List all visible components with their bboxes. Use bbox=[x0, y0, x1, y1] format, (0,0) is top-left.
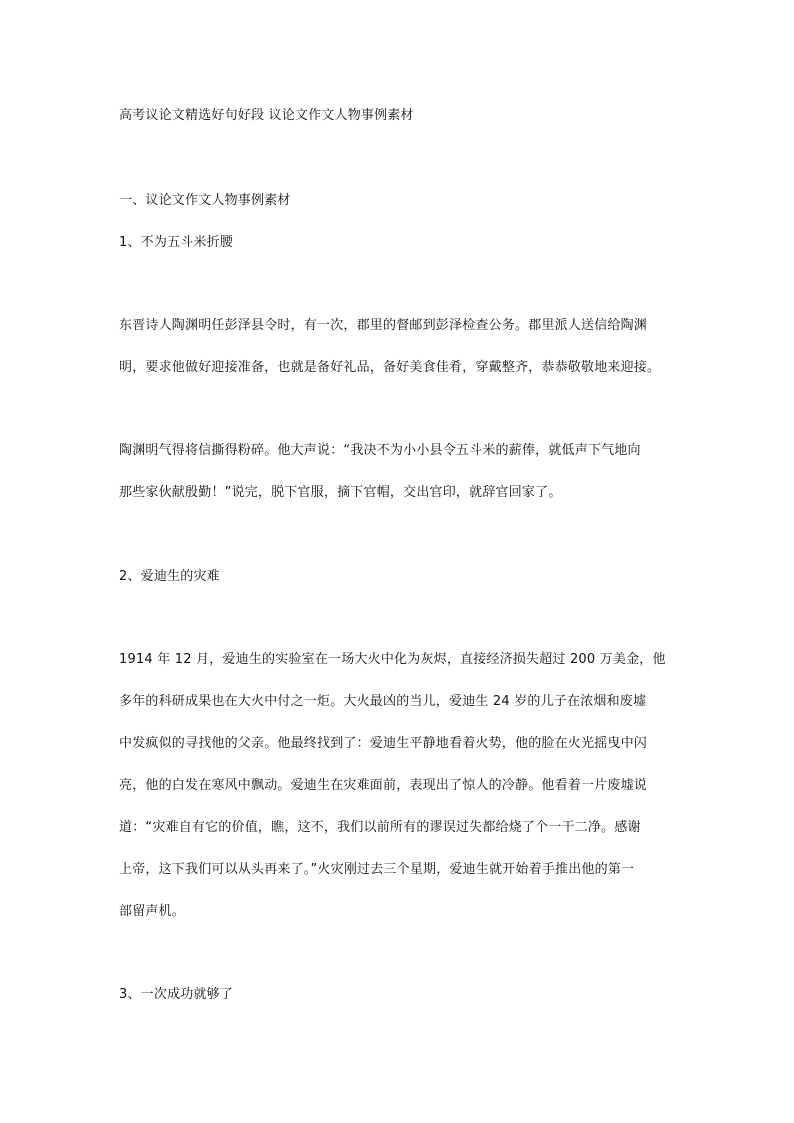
paragraph-line: 多年的科研成果也在大火中付之一炬。大火最凶的当儿，爱迪生 24 岁的儿子在浓烟和废墟 bbox=[119, 694, 647, 709]
paragraph-line: 道：“灾难自有它的价值，瞧，这不，我们以前所有的谬误过失都给烧了个一干二净。感谢 bbox=[119, 820, 641, 835]
paragraph-line: 部留声机。 bbox=[119, 904, 186, 919]
paragraph-line: 明，要求他做好迎接准备，也就是备好礼品，备好美食佳肴，穿戴整齐，恭恭敬敬地来迎接。 bbox=[119, 360, 661, 375]
item-heading-2: 2、爱迪生的灾难 bbox=[119, 569, 220, 584]
paragraph-line: 那些家伙献殷勤！”说完，脱下官服，摘下官帽，交出官印，就辞官回家了。 bbox=[119, 485, 562, 500]
item-heading-3: 3、一次成功就够了 bbox=[119, 987, 234, 1002]
paragraph-line: 中发疯似的寻找他的父亲。他最终找到了：爱迪生平静地看着火势，他的脸在火光摇曳中闪 bbox=[119, 736, 648, 751]
paragraph-line: 东晋诗人陶渊明任彭泽县令时，有一次，郡里的督邮到彭泽检查公务。郡里派人送信给陶渊 bbox=[119, 318, 648, 333]
paragraph-line: 上帝，这下我们可以从头再来了。”火灾刚过去三个星期，爱迪生就开始着手推出他的第一 bbox=[119, 862, 635, 877]
item-heading-1: 1、不为五斗米折腰 bbox=[119, 235, 234, 250]
document-title: 高考议论文精选好句好段 议论文作文人物事例素材 bbox=[119, 108, 414, 123]
paragraph-line: 亮，他的白发在寒风中飘动。爱迪生在灾难面前，表现出了惊人的冷静。他看着一片废墟说 bbox=[119, 778, 648, 793]
section-heading: 一、议论文作文人物事例素材 bbox=[119, 193, 291, 208]
paragraph-line: 陶渊明气得将信撕得粉碎。他大声说：“我决不为小小县令五斗米的薪俸，就低声下气地向 bbox=[119, 443, 641, 458]
paragraph-line: 1914 年 12 月，爱迪生的实验室在一场大火中化为灰烬，直接经济损失超过 200 万美金，他 bbox=[119, 652, 666, 667]
